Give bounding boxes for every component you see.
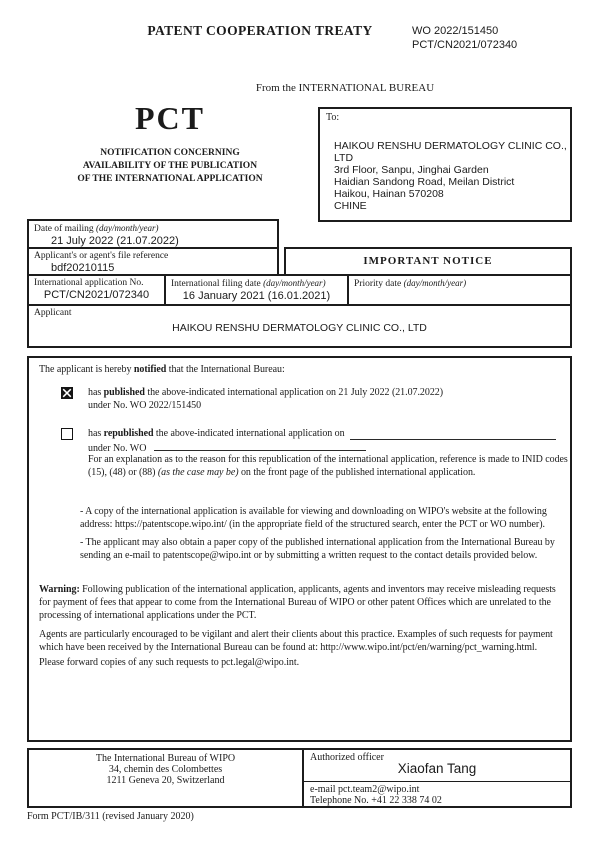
republished-checkbox-icon bbox=[61, 428, 73, 440]
form-subtitle bbox=[35, 147, 305, 186]
republication-explanation: For an explanation as to the reason for this republication of the international application, reference is made to INID codes (15), (48) or (88) (as the case may be) on the front page of the published international application. bbox=[88, 454, 568, 478]
recipient-address-box bbox=[318, 107, 572, 222]
application-data-row bbox=[27, 274, 572, 306]
republished-wo-number-line: under No. WO bbox=[88, 440, 366, 455]
published-wo-number-line: under No. WO 2022/151450 bbox=[88, 400, 202, 411]
form-subtitle-line: AVAILABILITY OF THE PUBLICATION bbox=[82, 161, 258, 171]
file-reference-box bbox=[27, 247, 279, 276]
authorized-officer-label: Authorized officer bbox=[310, 752, 384, 763]
applicant-box bbox=[27, 304, 572, 348]
application-number-label: International application No. bbox=[34, 278, 144, 288]
divider-line bbox=[304, 781, 570, 782]
recipient-line: Haidian Sandong Road, Meilan District bbox=[334, 176, 515, 188]
date-of-mailing-box bbox=[27, 219, 279, 249]
important-notice-box bbox=[284, 247, 572, 276]
file-reference-label: Applicant's or agent's file reference bbox=[34, 251, 169, 261]
recipient-line: CHINE bbox=[334, 200, 367, 212]
notification-body-box bbox=[27, 356, 572, 742]
filing-date-value: 16 January 2021 (16.01.2021) bbox=[182, 290, 331, 302]
pct-logo: PCT bbox=[135, 100, 205, 136]
date-format-hint: (day/month/year) bbox=[403, 278, 467, 288]
date-format-hint: (day/month/year) bbox=[263, 278, 326, 288]
contact-email: e-mail pct.team2@wipo.int bbox=[310, 784, 420, 795]
authorized-officer-cell bbox=[302, 750, 570, 806]
bureau-address bbox=[29, 750, 302, 806]
warning-paragraph: Warning: Following publication of the international application, applicants, agents and inventors may receive misleading requests for payment of fees that appear to come from the International Bureau of WIPO or other patent Offices which are unrelated to the processing of international applications under the PCT. bbox=[39, 584, 556, 621]
recipient-line: HAIKOU RENSHU DERMATOLOGY CLINIC CO., bbox=[334, 140, 567, 152]
pct-application-number: PCT/CN2021/072340 bbox=[412, 39, 518, 51]
application-number-cell bbox=[29, 276, 164, 304]
date-of-mailing-label: Date of mailing bbox=[34, 224, 94, 234]
agents-paragraph: Agents are particularly encouraged to be vigilant and alert their clients about this practice. Examples of such requests for payment which have been received by the International Bureau can be found at: http://www.wipo.int/pct/en/warning/pct_warning.html. bbox=[39, 629, 553, 653]
date-of-mailing-value: 21 July 2022 (21.07.2022) bbox=[51, 235, 179, 247]
publication-numbers bbox=[412, 24, 517, 52]
priority-date-cell bbox=[347, 276, 570, 304]
filing-date-label: International filing date bbox=[171, 279, 261, 289]
form-subtitle-line: OF THE INTERNATIONAL APPLICATION bbox=[77, 174, 263, 184]
important-notice-label: IMPORTANT NOTICE bbox=[363, 255, 493, 267]
paper-copy-paragraph: - The applicant may also obtain a paper copy of the published international application from the International Bureau by sending an e-mail to patentscope@wipo.int or by submitting a written request to the contact details provided below. bbox=[80, 537, 555, 561]
authorized-officer-name: Xiaofan Tang bbox=[397, 761, 477, 776]
published-statement: has published the above-indicated international application on 21 July 2022 (21.07.2022) under No. WO 2022/151450 bbox=[88, 387, 444, 411]
recipient-address bbox=[334, 140, 567, 212]
filing-date-cell bbox=[164, 276, 347, 304]
copy-availability-paragraph: - A copy of the international application is available for viewing and downloading on WIPO's website at the following address: https://patentscope.wipo.int/ (in the appropriate field of the structured search, enter the PCT or WO number). bbox=[80, 506, 547, 530]
published-checkbox-icon bbox=[61, 387, 73, 399]
to-label: To: bbox=[326, 112, 340, 123]
application-number-value: PCT/CN2021/072340 bbox=[43, 289, 150, 301]
from-international-bureau-line: From the INTERNATIONAL BUREAU bbox=[255, 82, 435, 94]
recipient-line: Haikou, Hainan 570208 bbox=[334, 188, 444, 200]
form-subtitle-line: NOTIFICATION CONCERNING bbox=[100, 148, 240, 158]
date-format-hint: (day/month/year) bbox=[96, 223, 159, 233]
notified-intro: The applicant is hereby notified that the International Bureau: bbox=[39, 364, 285, 375]
document-title: PATENT COOPERATION TREATY bbox=[147, 23, 373, 38]
forward-requests-paragraph: Please forward copies of any such requests to pct.legal@wipo.int. bbox=[39, 657, 300, 668]
recipient-line: 3rd Floor, Sanpu, Jinghai Garden bbox=[334, 164, 489, 176]
republished-statement: has republished the above-indicated international application on bbox=[88, 427, 556, 440]
priority-date-label: Priority date bbox=[354, 279, 402, 289]
applicant-value: HAIKOU RENSHU DERMATOLOGY CLINIC CO., LTD bbox=[172, 322, 427, 334]
footer-box bbox=[27, 748, 572, 808]
form-number: Form PCT/IB/311 (revised January 2020) bbox=[27, 811, 194, 822]
applicant-label: Applicant bbox=[34, 308, 72, 318]
bureau-address-line: 34, chemin des Colombettes bbox=[108, 764, 223, 775]
blank-line bbox=[154, 440, 366, 451]
file-reference-value: bdf20210115 bbox=[51, 262, 115, 274]
contact-telephone: Telephone No. +41 22 338 74 02 bbox=[310, 795, 442, 806]
bureau-address-line: 1211 Geneva 20, Switzerland bbox=[106, 775, 225, 786]
x-mark-icon bbox=[62, 388, 72, 398]
blank-line bbox=[350, 429, 556, 440]
wo-publication-number: WO 2022/151450 bbox=[412, 25, 499, 37]
bureau-address-line: The International Bureau of WIPO bbox=[95, 753, 236, 764]
recipient-line: LTD bbox=[334, 152, 354, 164]
